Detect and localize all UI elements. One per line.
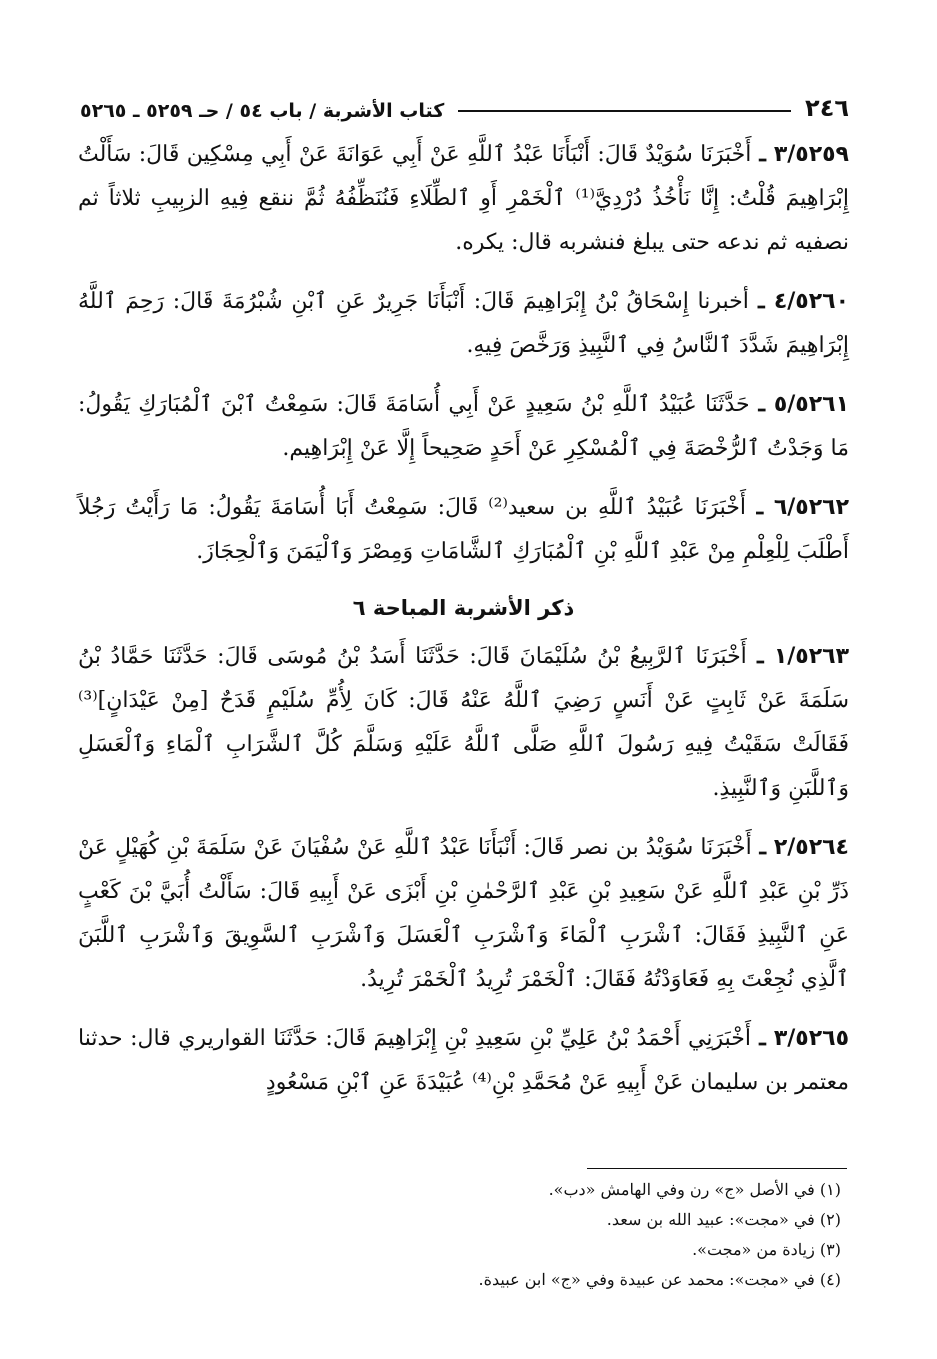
hadith-paragraph [78, 1016, 849, 1105]
hadith-number: ٣/٥٢٥٩ [773, 142, 849, 167]
footnote: (٤) في «مجت»: محمد عن عبيدة وفي «ج» ابن عبيدة. [478, 1270, 841, 1289]
footnote: (٣) زيادة من «مجت». [692, 1240, 841, 1259]
hadith-text: أَخْبَرَنَا سُوَيْدٌ قَالَ: أَنْبَأَنَا عَبْدُ ٱللَّهِ عَنْ أَبِي عَوَانَةَ عَنْ أَبِي مِسْكِين قَالَ: سَأَلْتُ إِبْرَاهِيمَ قُلْتُ: إِنَّا نَأْخُذُ دُرْدِيَّ⁽¹⁾ ٱلْخَمْرِ أَوِ ٱلطِّلَاءِ فَنُنَظِّفُهُ ثُمَّ ننقع فِيهِ الزبِيبِ ثلاثاً ثم نصفيه ثم ندعه حتى يبلغ فنشربه قال: يكره. [78, 142, 849, 255]
hadith-separator: ـ [751, 834, 774, 860]
footnote: (٢) في «مجت»: عبيد الله بن سعد. [606, 1210, 841, 1229]
hadith-number: ٤/٥٢٦٠ [773, 289, 850, 314]
hadith-separator: ـ [751, 141, 774, 167]
section-title: ذكر الأشربة المباحة ٦ [352, 596, 575, 620]
hadith-paragraph [78, 132, 849, 265]
hadith-number: ٥/٥٢٦١ [773, 392, 850, 417]
footnote-rule [587, 1168, 847, 1169]
hadith-text: حَدَّثَنَا عُبَيْدُ ٱللَّهِ بْنُ سَعِيدٍ عَنْ أَبِي أُسَامَةَ قَالَ: سَمِعْتُ ٱبْنَ ٱلْمُبَارَكِ يَقُولُ: مَا وَجَدْتُ ٱلرُّخْصَةَ فِي ٱلْمُسْكِرِ عَنْ أَحَدٍ صَحِيحاً إِلَّا عَنْ إِبْرَاهِيم. [78, 392, 849, 461]
hadith-number: ٢/٥٢٦٤ [773, 835, 849, 860]
hadith-separator: ـ [751, 1025, 774, 1051]
hadith-paragraph [78, 485, 849, 574]
hadith-text: أَخْبَرَنَا ٱلرَّبِيعُ بْنُ سُلَيْمَانَ قَالَ: حَدَّثَنَا أَسَدُ بْنُ مُوسَى قَالَ: حَدَّثَنَا حَمَّادُ بْنُ سَلَمَةَ عَنْ ثَابِتٍ عَنْ أَنَسٍ رَضِيَ ٱللَّهُ عَنْهُ قَالَ: كَانَ لِأُمِّ سُلَيْمٍ قَدَحٌ [مِنْ عَيْدَانٍ]⁽³⁾ فَقَالَتْ سَقَيْتُ فِيهِ رَسُولَ ٱللَّهِ صَلَّى ٱللَّهُ عَلَيْهِ وَسَلَّمَ كُلَّ ٱلشَّرَابِ ٱلْمَاءِ وَٱلْعَسَلِ وَٱللَّبَنِ وَٱلنَّبِيذِ. [78, 644, 849, 801]
hadith-paragraph [78, 634, 849, 811]
running-title: كتاب الأشربة / باب ٥٤ / حـ ٥٢٥٩ ـ ٥٢٦٥ [80, 100, 445, 122]
hadith-text: أَخْبَرَنَا عُبَيْدُ ٱللَّهِ بن سعيد⁽²⁾ قَالَ: سَمِعْتُ أَبَا أُسَامَةَ يَقُولُ: مَا رَأَيْتُ رَجُلاً أَطْلَبَ لِلْعِلْمِ مِنْ عَبْدِ ٱللَّهِ بْنِ ٱلْمُبَارَكِ ٱلشَّامَاتِ وَمِصْرَ وَٱلْيَمَنَ وَٱلْحِجَازَ. [78, 495, 849, 564]
main-text [78, 132, 849, 1119]
page-number: ٢٤٦ [805, 94, 849, 122]
footnote: (١) في الأصل «ج» رن وفي الهامش «دب». [548, 1180, 841, 1199]
hadith-text: أَخْبَرَنِي أَحْمَدُ بْنُ عَلِيِّ بْنِ سَعِيدِ بْنِ إِبْرَاهِيمَ قَالَ: حَدَّثَنَا القواريري قال: حدثنا معتمر بن سليمان عَنْ أَبِيهِ عَنْ مُحَمَّدِ بْنِ⁽⁴⁾ عُبَيْدَةَ عَنِ ٱبْنِ مَسْعُودٍ [78, 1026, 849, 1095]
hadith-number: ١/٥٢٦٣ [773, 644, 850, 669]
hadith-separator: ـ [746, 494, 774, 520]
hadith-number: ٣/٥٢٦٥ [773, 1026, 850, 1051]
header-rule [458, 110, 791, 112]
hadith-paragraph [78, 279, 849, 368]
hadith-separator: ـ [749, 391, 774, 417]
hadith-text: أخبرنا إِسْحَاقُ بْنُ إِبْرَاهِيمَ قَالَ: أَنْبَأَنَا جَرِيرٌ عَنِ ٱبْنِ شُبْرُمَةَ قَالَ: رَحِمَ ٱللَّهُ إِبْرَاهِيمَ شَدَّدَ ٱلنَّاسُ فِي ٱلنَّبِيذِ وَرَخَّصَ فِيهِ. [78, 289, 849, 358]
hadith-separator: ـ [748, 288, 774, 314]
footnotes [78, 1168, 847, 1295]
page-header [80, 82, 849, 122]
hadith-text: أَخْبَرَنَا سُوَيْدُ بن نصر قَالَ: أَنْبَأَنَا عَبْدُ ٱللَّهِ عَنْ سُفْيَانَ عَنْ سَلَمَةَ بْنِ كُهَيْلٍ عَنْ ذَرِّ بْنِ عَبْدِ ٱللَّهِ عَنْ سَعِيدِ بْنِ عَبْدِ ٱلرَّحْمٰنِ بْنِ أَبْزَى عَنْ أَبِيهِ قَالَ: سَأَلْتُ أُبَيَّ بْنَ كَعْبٍ عَنِ ٱلنَّبِيذِ فَقَالَ: ٱشْرَبِ ٱلْمَاءَ وَٱشْرَبِ ٱلْعَسَلَ وَٱشْرَبِ ٱلسَّوِيقَ وَٱشْرَبِ ٱللَّبَنَ ٱلَّذِي نُجِعْتَ بِهِ فَعَاوَدْتُهُ فَقَالَ: ٱلْخَمْرَ تُرِيدُ ٱلْخَمْرَ تُرِيدُ. [78, 835, 849, 992]
hadith-number: ٦/٥٢٦٢ [773, 495, 850, 520]
hadith-separator: ـ [746, 643, 774, 669]
hadith-paragraph [78, 825, 849, 1002]
hadith-paragraph [78, 382, 849, 471]
